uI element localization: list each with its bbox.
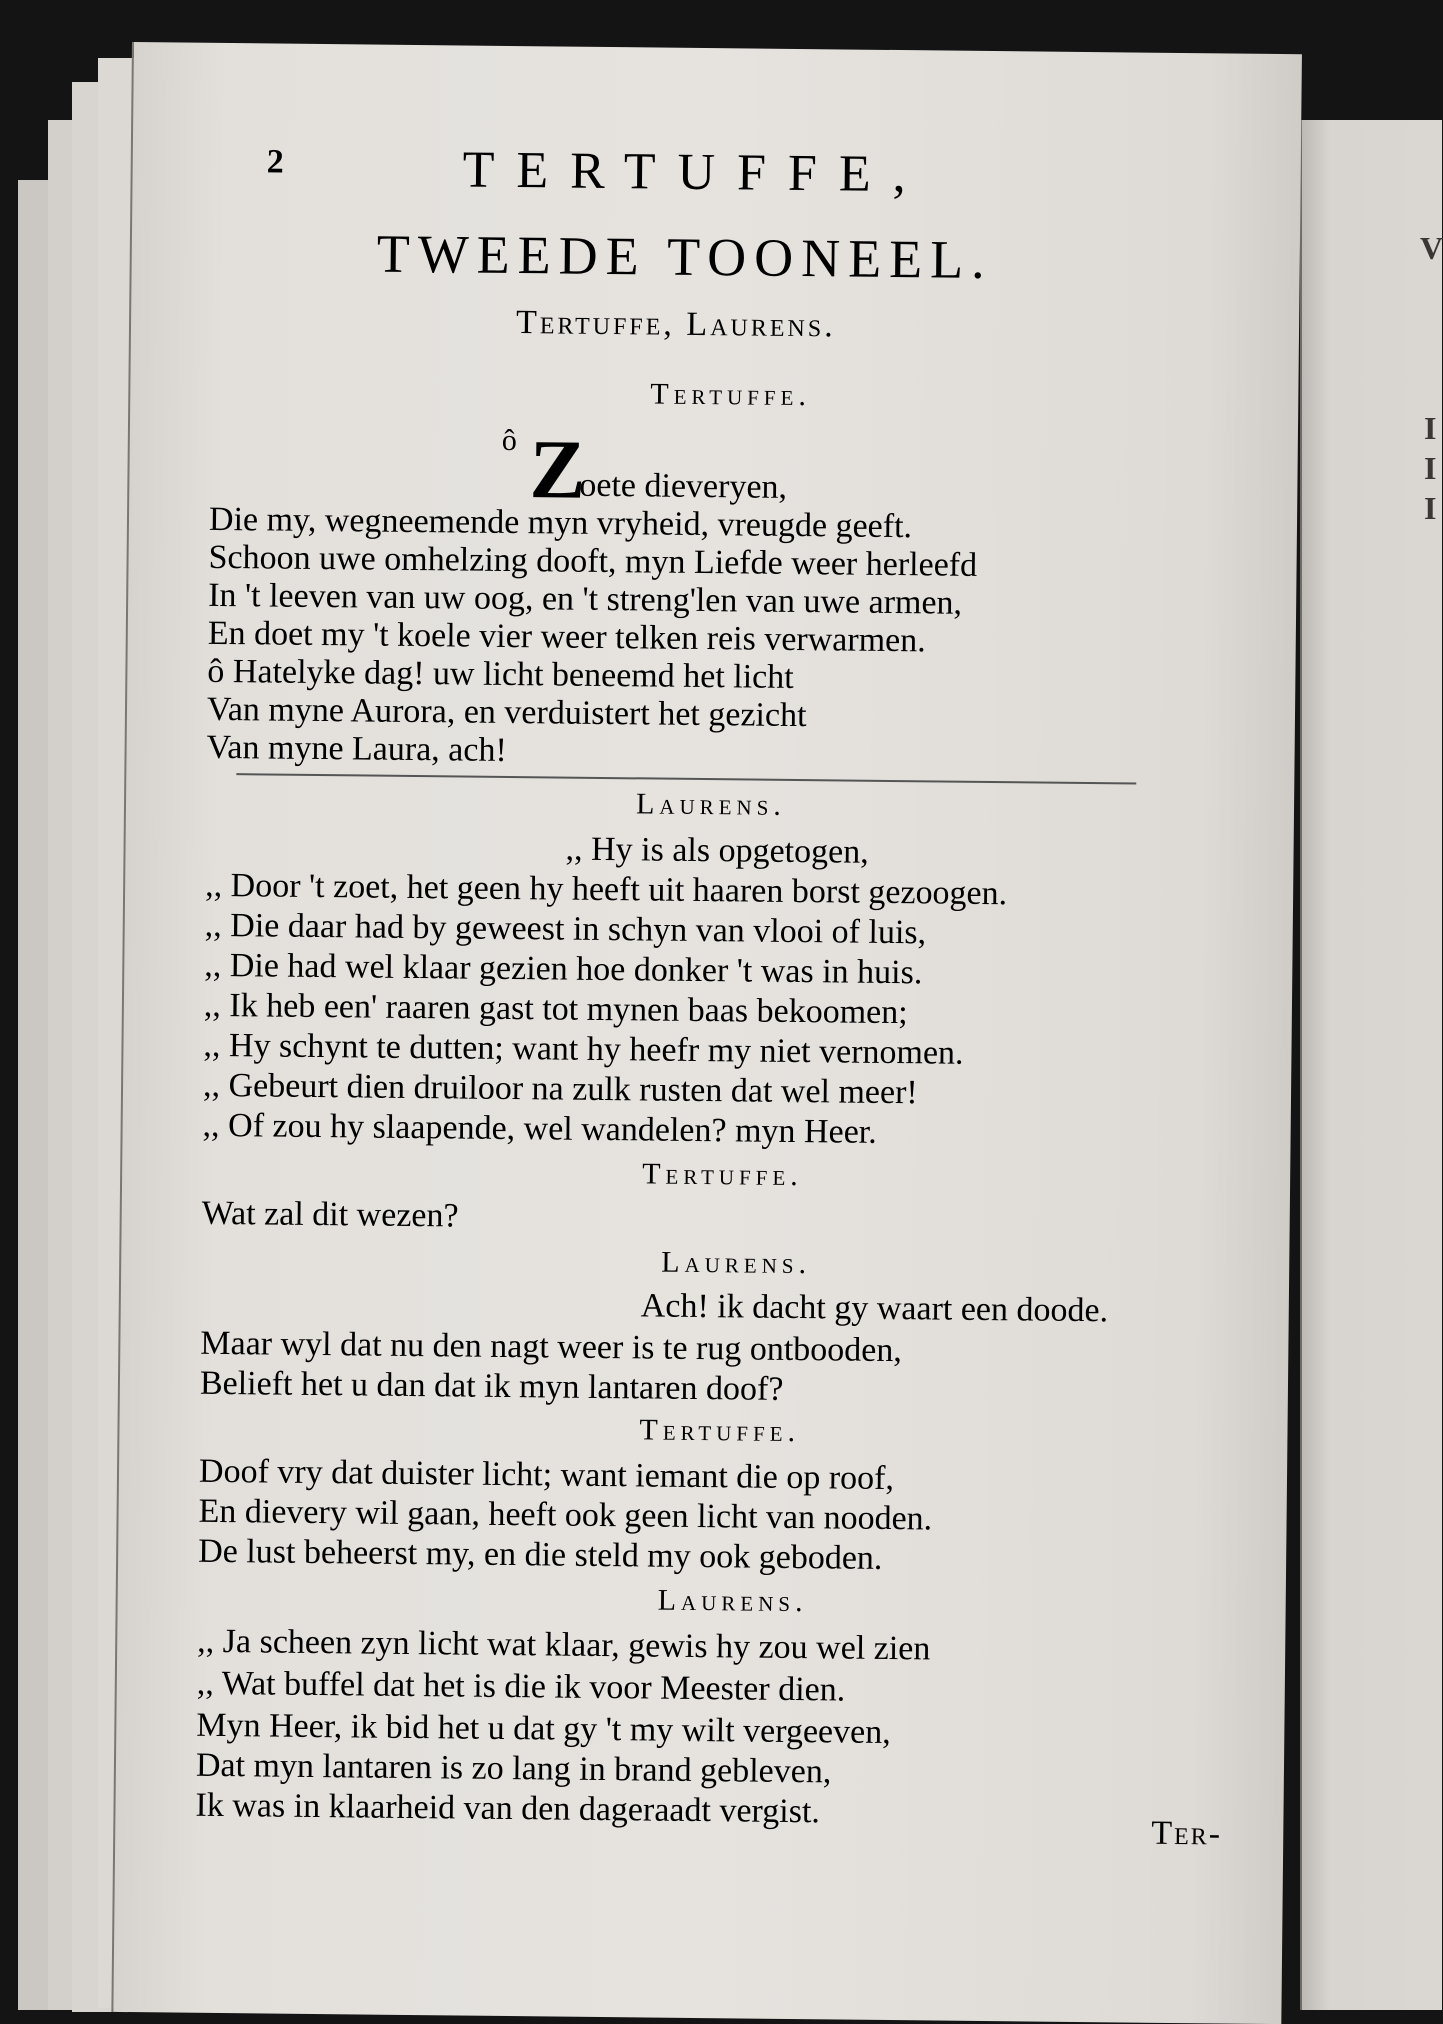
verse-line: Schoon uwe omhelzing dooft, myn Liefde weer herleefd bbox=[208, 538, 978, 584]
verse-line: Myn Heer, ik bid het u dat gy 't my wilt vergeeven, bbox=[196, 1706, 891, 1752]
verse-line: De lust beheerst my, en die steld my ook geboden. bbox=[198, 1532, 883, 1577]
verse-line: ô Hatelyke dag! uw licht beneemd het licht bbox=[207, 652, 794, 696]
running-title: TERTUFFE, bbox=[462, 141, 928, 204]
verse-line: Die my, wegneemende myn vryheid, vreugde geeft. bbox=[208, 500, 913, 546]
verse-line: ,, Hy is als opgetogen, bbox=[565, 830, 869, 871]
verse-line: Van myne Laura, ach! bbox=[206, 728, 507, 769]
verse-line: En doet my 't koele vier weer telken reis verwarmen. bbox=[207, 614, 926, 660]
drop-cap: Z bbox=[529, 423, 587, 517]
speaker-label: Tertuffe. bbox=[642, 1157, 803, 1193]
verse-line: Wat zal dit wezen? bbox=[201, 1194, 459, 1235]
verse-line: Van myne Aurora, en verduistert het gezicht bbox=[206, 690, 807, 735]
page-number: 2 bbox=[266, 143, 284, 181]
scene-title: TWEEDE TOONEEL. bbox=[376, 223, 993, 291]
verse-line: ,, Die daar had by geweest in schyn van vlooi of luis, bbox=[204, 906, 927, 952]
verse-line: ,, Gebeurt dien druiloor na zulk rusten dat wel meer! bbox=[202, 1066, 918, 1112]
verse-line: Ach! ik dacht gy waart een doode. bbox=[640, 1287, 1109, 1330]
speaker-label: Laurens. bbox=[635, 787, 787, 822]
adjacent-page-fragment: V bbox=[1420, 230, 1443, 266]
verse-line: Maar wyl dat nu den nagt weer is te rug ontbooden, bbox=[200, 1324, 903, 1370]
verse-line: ,, Ik heb een' raaren gast tot mynen baas bekoomen; bbox=[203, 986, 908, 1032]
verse-line: In 't leeven van uw oog, en 't streng'len van uwe armen, bbox=[208, 576, 963, 622]
adjacent-page-fragment: I bbox=[1424, 450, 1437, 486]
verse-line: En dievery wil gaan, heeft ook geen licht van nooden. bbox=[198, 1492, 933, 1538]
adjacent-page-fragment: I bbox=[1424, 490, 1437, 526]
speaker-label: Laurens. bbox=[661, 1245, 812, 1281]
book-page bbox=[111, 42, 1302, 2024]
verse-line: Ik was in klaarheid van den dageraadt vergist. bbox=[195, 1786, 821, 1831]
verse-line: ,, Die had wel klaar gezien hoe donker 't was in huis. bbox=[204, 946, 923, 992]
adjacent-page bbox=[1300, 120, 1442, 2010]
verse-line: ,, Hy schynt te dutten; want hy heefr my niet vernomen. bbox=[203, 1026, 964, 1072]
verse-line: ,, Of zou hy slaapende, wel wandelen? myn Heer. bbox=[202, 1106, 877, 1151]
verse-line: Dat myn lantaren is zo lang in brand gebleven, bbox=[195, 1746, 832, 1791]
divider-rule bbox=[236, 773, 1136, 784]
verse-line: Belieft het u dan dat ik myn lantaren doof? bbox=[199, 1364, 784, 1408]
verse-line: ,, Door 't zoet, het geen hy heeft uit haaren borst gezoogen. bbox=[204, 866, 1008, 913]
speaker-label: Tertuffe. bbox=[639, 1413, 801, 1449]
scene-characters: Tertuffe, Laurens. bbox=[515, 304, 836, 345]
adjacent-page-fragment: I bbox=[1424, 410, 1437, 446]
verse-line: ,, Ja scheen zyn licht wat klaar, gewis hy zou wel zien bbox=[197, 1622, 931, 1668]
dropcap-accent: ô bbox=[501, 423, 518, 458]
speaker-label: Laurens. bbox=[657, 1583, 808, 1619]
catchword: Ter- bbox=[1151, 1814, 1223, 1853]
verse-line: ,, Wat buffel dat het is die ik voor Meester dien. bbox=[196, 1664, 846, 1709]
speaker-label: Tertuffe. bbox=[650, 377, 812, 413]
verse-line: Doof vry dat duister licht; want iemant die op roof, bbox=[198, 1452, 895, 1498]
verse-line: oete dieveryen, bbox=[579, 466, 788, 506]
